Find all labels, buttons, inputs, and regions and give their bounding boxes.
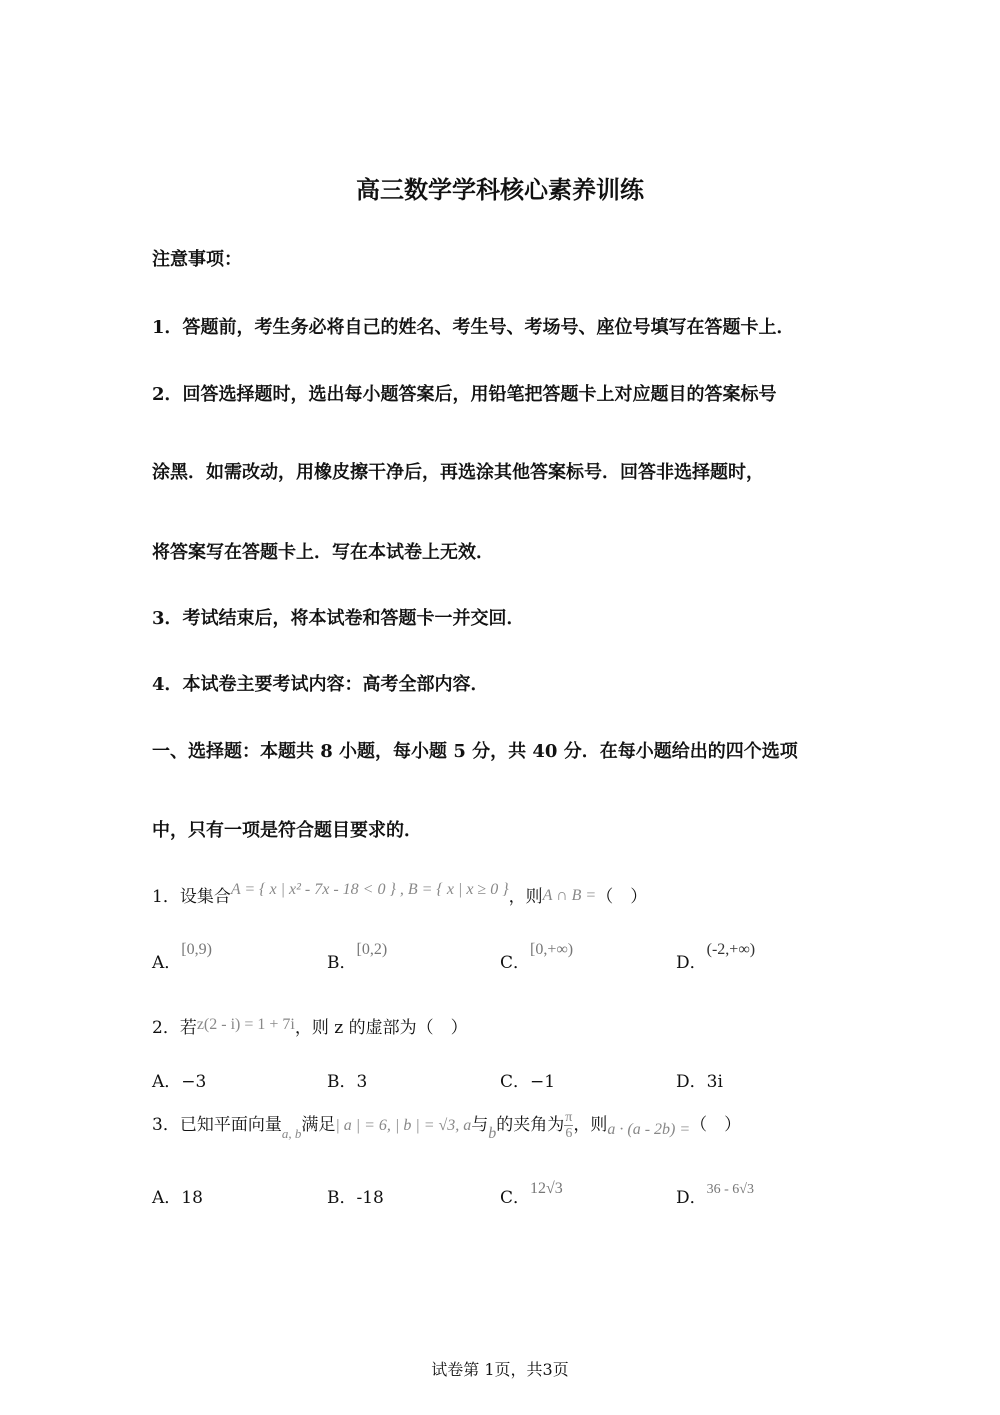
section-heading: 一、选择题：本题共 8 小题，每小题 5 分，共 40 分．在每小题给出的四个选项 bbox=[152, 741, 798, 762]
option-c: C．−1 bbox=[500, 1072, 556, 1092]
condition-math: | a | = 6, | b | = √3, a bbox=[335, 1117, 472, 1134]
notice-item: 涂黑．如需改动，用橡皮擦干净后，再选涂其他答案标号．回答非选择题时， bbox=[152, 462, 764, 483]
option-d: D．3i bbox=[676, 1072, 723, 1092]
vector-b-math: b bbox=[488, 1125, 497, 1142]
notice-item: 1．答题前，考生务必将自己的姓名、考生号、考场号、座位号填写在答题卡上． bbox=[152, 317, 795, 338]
option-d: D．(-2,+∞) bbox=[676, 941, 756, 973]
option-a: A．18 bbox=[152, 1188, 203, 1208]
question-text: ，则 z 的虚部为（ ） bbox=[294, 1018, 468, 1038]
intersection-math: A ∩ B = bbox=[542, 887, 597, 904]
option-a: A．[0,9) bbox=[152, 941, 212, 973]
option-a: A．−3 bbox=[152, 1072, 207, 1092]
answer-blank: （ ） bbox=[596, 887, 648, 907]
question-1 bbox=[152, 882, 647, 907]
notice-item: 2．回答选择题时，选出每小题答案后，用铅笔把答题卡上对应题目的答案标号 bbox=[152, 384, 777, 405]
question-text: ，则 bbox=[508, 887, 543, 907]
option-b: B．-18 bbox=[327, 1188, 384, 1208]
option-c: C．[0,+∞) bbox=[500, 941, 574, 973]
question-3: 3．已知平面向量$_{a, b}$满足| a | = 6, | b | = √3, a与b的夹角为 $\frac{\pi}{6}$ ，则a · (a - 2b) =（ ） bbox=[152, 1110, 742, 1142]
notice-item: 4．本试卷主要考试内容：高考全部内容． bbox=[152, 674, 489, 695]
vectors-math: a, b bbox=[281, 1126, 302, 1141]
option-b: B．[0,2) bbox=[327, 941, 388, 973]
dot-product-math: a · (a - 2b) = bbox=[607, 1121, 691, 1138]
question-prefix: 3．已知平面向量 bbox=[152, 1115, 282, 1135]
complex-equation-math: z(2 - i) = 1 + 7i bbox=[196, 1016, 295, 1033]
angle-fraction: $\frac{\pi}{6}$ bbox=[565, 1110, 573, 1141]
question-prefix: 1．设集合 bbox=[152, 887, 231, 907]
option-b: B．3 bbox=[327, 1072, 368, 1092]
set-definition-math: A = { x | x² - 7x - 18 < 0 } , B = { x | x ≥ 0 } bbox=[230, 881, 509, 898]
notice-item: 将答案写在答题卡上．写在本试卷上无效． bbox=[152, 542, 494, 563]
option-d: D．$^{36 - 6√3}$ bbox=[676, 1182, 754, 1208]
notice-item: 3．考试结束后，将本试卷和答题卡一并交回． bbox=[152, 608, 525, 629]
page-title: 高三数学学科核心素养训练 bbox=[356, 175, 644, 204]
section-heading-cont: 中，只有一项是符合题目要求的． bbox=[152, 820, 422, 841]
page-footer: 试卷第 1页，共3页 bbox=[431, 1360, 569, 1379]
notice-heading: 注意事项： bbox=[152, 249, 242, 270]
answer-blank: （ ） bbox=[690, 1115, 742, 1135]
question-prefix: 2．若 bbox=[152, 1018, 197, 1038]
option-c: C．12√3 bbox=[500, 1180, 563, 1208]
question-2 bbox=[152, 1013, 468, 1038]
